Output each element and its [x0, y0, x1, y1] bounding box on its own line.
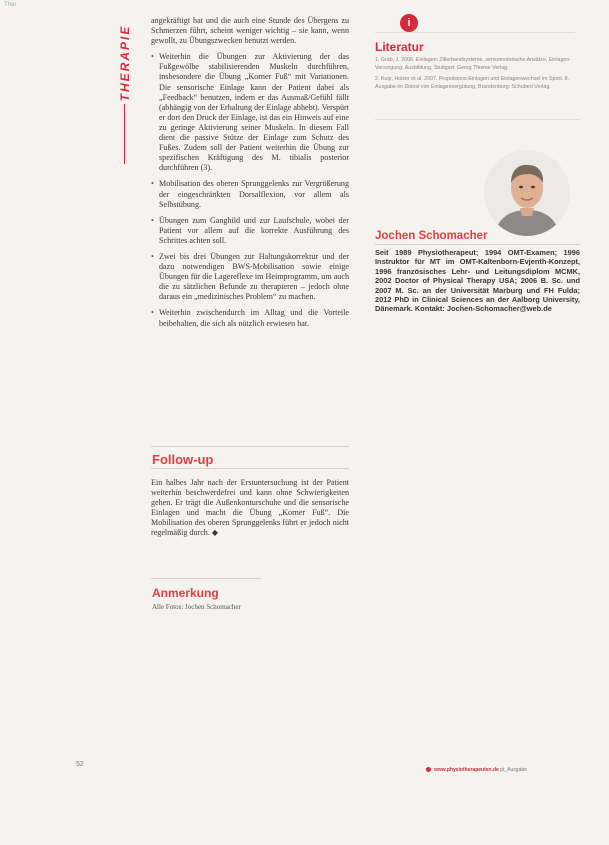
literature-item: 2. Kuip, Holzer et al. 2007. Propulsions-Einlagen und Einlagenwechsel im Sport. 8. Ausgabe im Dienst von Einlagenvergütung, Brandenburg: Schubert Verlag.: [375, 76, 570, 90]
info-icon: i: [400, 14, 418, 32]
footer-suffix: pt_Ausgabe: [500, 767, 527, 773]
anmerkung-heading: Anmerkung: [152, 586, 219, 600]
bullet-item: • Zwei bis drei Übungen zur Haltungskorrektur und der dazu notwendigen BWS-Mobilisation sowie einige Übungen für die Lagereflexe im Heimprogramm, um auch die zu sätzlichen Befunde zu therapieren – jedoch ohne daraus ein „medizinisches Problem“ zu machen.: [151, 252, 349, 302]
bullet-item: • Übungen zum Ganghild und zur Laufschule, wobei der Patient vor allem auf die korrekte Ausführung des Schrittes achten soll.: [151, 216, 349, 246]
left-column: [151, 16, 349, 335]
therapy-bullet-list: [151, 52, 349, 328]
section-divider: [151, 446, 349, 447]
literature-top-rule: [375, 32, 575, 33]
footer-brand-url: www.physiotherapeuten.de: [434, 767, 499, 773]
heading-rule: [151, 468, 349, 469]
author-photo: [484, 150, 570, 236]
page-number: 52: [76, 761, 84, 768]
footer-brand: [426, 767, 527, 773]
literature-bottom-rule: [375, 119, 580, 120]
section-label: [118, 18, 132, 108]
section-label-text: THERAPIE: [118, 24, 132, 102]
bullet-item: • Weiterhin die Übungen zur Aktivierung der das Fußgewölbe stabilisierenden Muskeln durchführen, insbesondere die Übung „Korner Fuß“ mit Variationen. Die sensorische Einlage kann der Patient dabei als „Feedback“ benutzen, indem er das Ausmaß/Gefühl fällt (abhängig von der Erhaltung der Einlage abhebt). Verspürt er dort den Druck der Einlage, ist das ein Hinweis auf eine zu geringe Aktivierung seiner Muskeln. In diesem Fall dient die passive Stütze der Einlage zum Schutz des Fußes. Zudem soll der Patient weiterhin die Übung zur spezifischen Kräftigung des M. tibialis posterior durchführen (3).: [151, 52, 349, 173]
intro-paragraph: angekräftigt hat und die auch eine Stunde des Übergens zu Schmerzen führt, scheint weniger wichtig – sie kann, wenn gewollt, zu Übungszwecken benutzt werden.: [151, 16, 349, 46]
brand-logo-icon: [426, 767, 431, 772]
section-rule: [124, 104, 125, 164]
author-rule: [375, 244, 580, 245]
literature-list: [375, 57, 580, 95]
author-bio: Seit 1989 Physiotherapeut; 1994 OMT-Examen; 1996 Instruktor für MT im OMT-Kaltenborn-Evjenth-Konzept, 1996 französisches Lehr- und Leitungsdiplom MCMK, 2002 Doctor of Physical Therapy USA; 2006 B. Sc. und 2007 M. Sc. an der Universität Marburg und FH Fulda; 2012 PhD in Clinical Sciences an der Aalborg University, Dänemark. Kontakt: Jochen-Schomacher@web.de: [375, 248, 580, 314]
anmerkung-text: Alle Fotos: Jochen Schomacher: [152, 603, 241, 611]
page-corner-mark: Ther: [4, 2, 17, 8]
follow-up-heading: Follow-up: [152, 452, 214, 467]
bullet-item: • Weiterhin zwischendurch im Alltag und die Vorteile beibehalten, die sich als nützlich erwiesen hat.: [151, 308, 349, 328]
literature-item: 1. Gräb, J. 2006. Einlagen: Zillerbandsysteme, sensomotorische Ansätze, Einlagen-Versorgung. Ausbildung, Stuttgart: Georg Thieme Verlag.: [375, 57, 572, 71]
author-portrait-icon: [484, 150, 570, 236]
bullet-item: • Mobilisation des oberen Sprunggelenks zur Vergrößerung der eingeschränkten Dorsalflexion, vor allem als Selbstübung.: [151, 179, 349, 209]
section-divider: [151, 578, 261, 579]
follow-up-text: Ein halbes Jahr nach der Erstuntersuchung ist der Patient weiterhin beschwerdefrei und kann ohne Schwierigkeiten gehen. Er trägt die Außenkonturschuhe und die sensorische Einlagen und macht die Übung „Korner Fuß“. Die Mobilisation des oberen Sprunggelenks führt er jedoch nicht regelmäßig durch. ◆: [151, 478, 349, 538]
literature-heading: Literatur: [375, 40, 424, 54]
author-name: Jochen Schomacher: [375, 230, 488, 242]
